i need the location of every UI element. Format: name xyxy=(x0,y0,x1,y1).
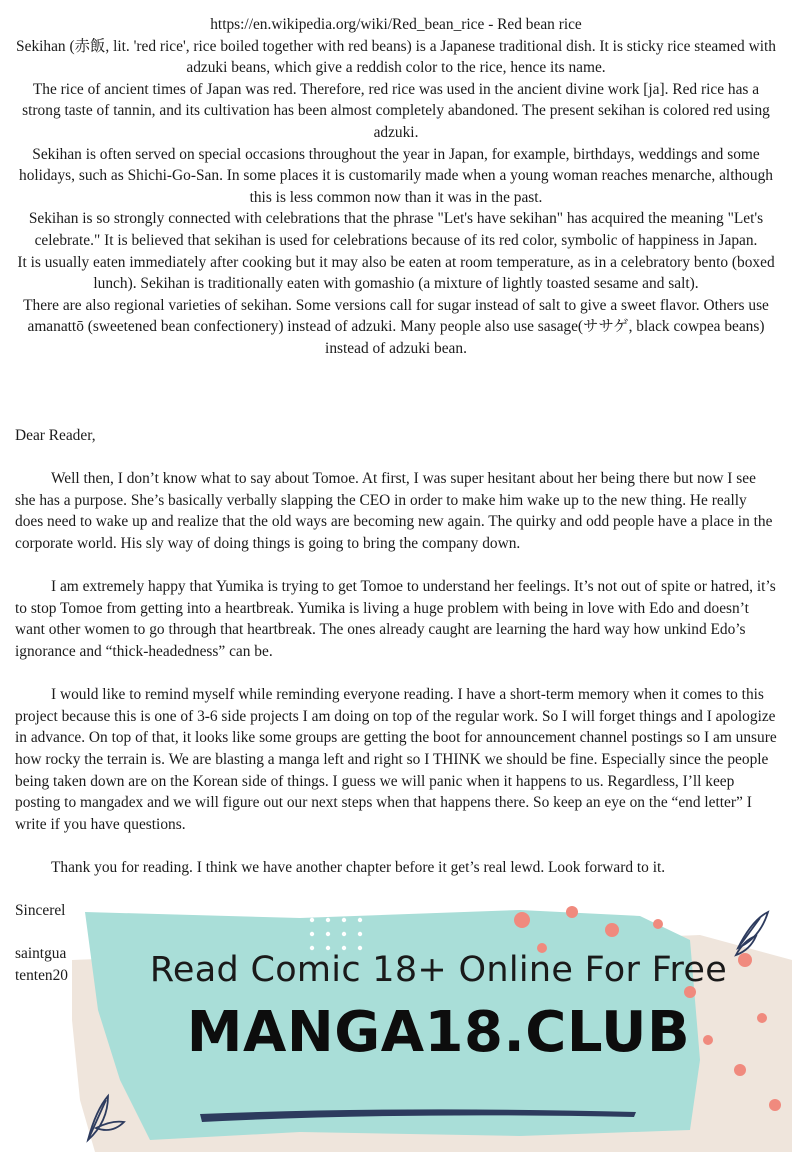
letter-paragraph: Well then, I don’t know what to say about Tomoe. At first, I was super hesitant about her being there but now I see she has a purpose. She’s basically verbally slapping the CEO in order to make him wake up to the new thing. He really does need to wake up and realize that the old ways are becoming new again. The quirky and odd people have a place in the corporate world. His sly way of doing things is going to bring the company down. xyxy=(15,470,773,552)
letter-signature: saintgua xyxy=(15,945,67,963)
wiki-paragraph: It is usually eaten immediately after cooking but it may also be eaten at room temperature, as in a celebratory bento (boxed lunch). Sekihan is traditionally eaten with gomashio (a mixture of lightly toasted sesame and salt). xyxy=(17,253,775,293)
letter-signature: tenten20 xyxy=(15,966,68,984)
wiki-paragraph: Sekihan (赤飯, lit. 'red rice', rice boiled together with red beans) is a Japanese traditional dish. It is sticky rice steamed with adzuki beans, which give a reddish color to the rice, hence its name. xyxy=(16,37,776,77)
letter-closing: Sincerel xyxy=(15,902,66,920)
letter-paragraph: I would like to remind myself while reminding everyone reading. I have a short-term memory when it comes to this project because this is one of 3-6 side projects I am doing on top of the regular work. So I will forget things and I apologize in advance. On top of that, it looks like some groups are getting the boot for announcement channel postings so I am unsure how rocky the terrain is. We are blasting a manga left and right so I THINK we should be fine. Especially since the people being taken down are on the Korean side of things. I guess we will panic when it happens to us. Regardless, I’ll keep posting to mangadex and we will figure out our next steps when that happens there. So keep an eye on the “end letter” I write if you have questions. xyxy=(15,686,777,833)
wiki-paragraph: The rice of ancient times of Japan was red. Therefore, red rice was used in the ancient divine work [ja]. Red rice has a strong taste of tannin, and its cultivation has been almost completely abandoned. The present sekihan is colored red using adzuki. xyxy=(22,80,770,141)
wiki-paragraph: Sekihan is so strongly connected with celebrations that the phrase "Let's have sekihan" has acquired the meaning "Let's celebrate." It is believed that sekihan is used for celebrations because of its red color, symbolic of happiness in Japan. xyxy=(28,210,764,249)
leaf-icon xyxy=(736,912,768,955)
ad-tagline[interactable]: Read Comic 18+ Online For Free xyxy=(149,950,728,990)
letter-paragraph: I am extremely happy that Yumika is trying to get Tomoe to understand her feelings. It’s not out of spite or hatred, it’s to stop Tomoe from getting into a heartbreak. Yumika is living a huge problem with being in love with Edo and doesn’t want other women to go through that heartbreak. The ones already caught are learning the hard way how unkind Edo’s ignorance and “thick-headedness” can be. xyxy=(15,578,776,660)
wiki-excerpt xyxy=(12,14,780,360)
ad-banner-text[interactable] xyxy=(85,950,792,1065)
wiki-paragraph: Sekihan is often served on special occasions throughout the year in Japan, for example, birthdays, weddings and some holidays, such as Shichi-Go-San. In some places it is customarily made when a young woman reaches menarche, although this is less common now than it was in the past. xyxy=(19,145,773,206)
ad-site-name[interactable]: MANGA18.CLUB xyxy=(186,1000,691,1065)
letter-paragraph: Thank you for reading. I think we have another chapter before it get’s real lewd. Look forward to it. xyxy=(51,858,666,876)
wiki-paragraph: There are also regional varieties of sekihan. Some versions call for sugar instead of salt to give a sweet flavor. Others use amanattō (sweetened bean confectionery) instead of adzuki. Many people also use sasage(ササゲ, black cowpea beans) instead of adzuki bean. xyxy=(23,296,769,357)
letter-greeting: Dear Reader, xyxy=(15,427,96,444)
source-line: https://en.wikipedia.org/wiki/Red_bean_rice - Red bean rice xyxy=(210,16,582,33)
